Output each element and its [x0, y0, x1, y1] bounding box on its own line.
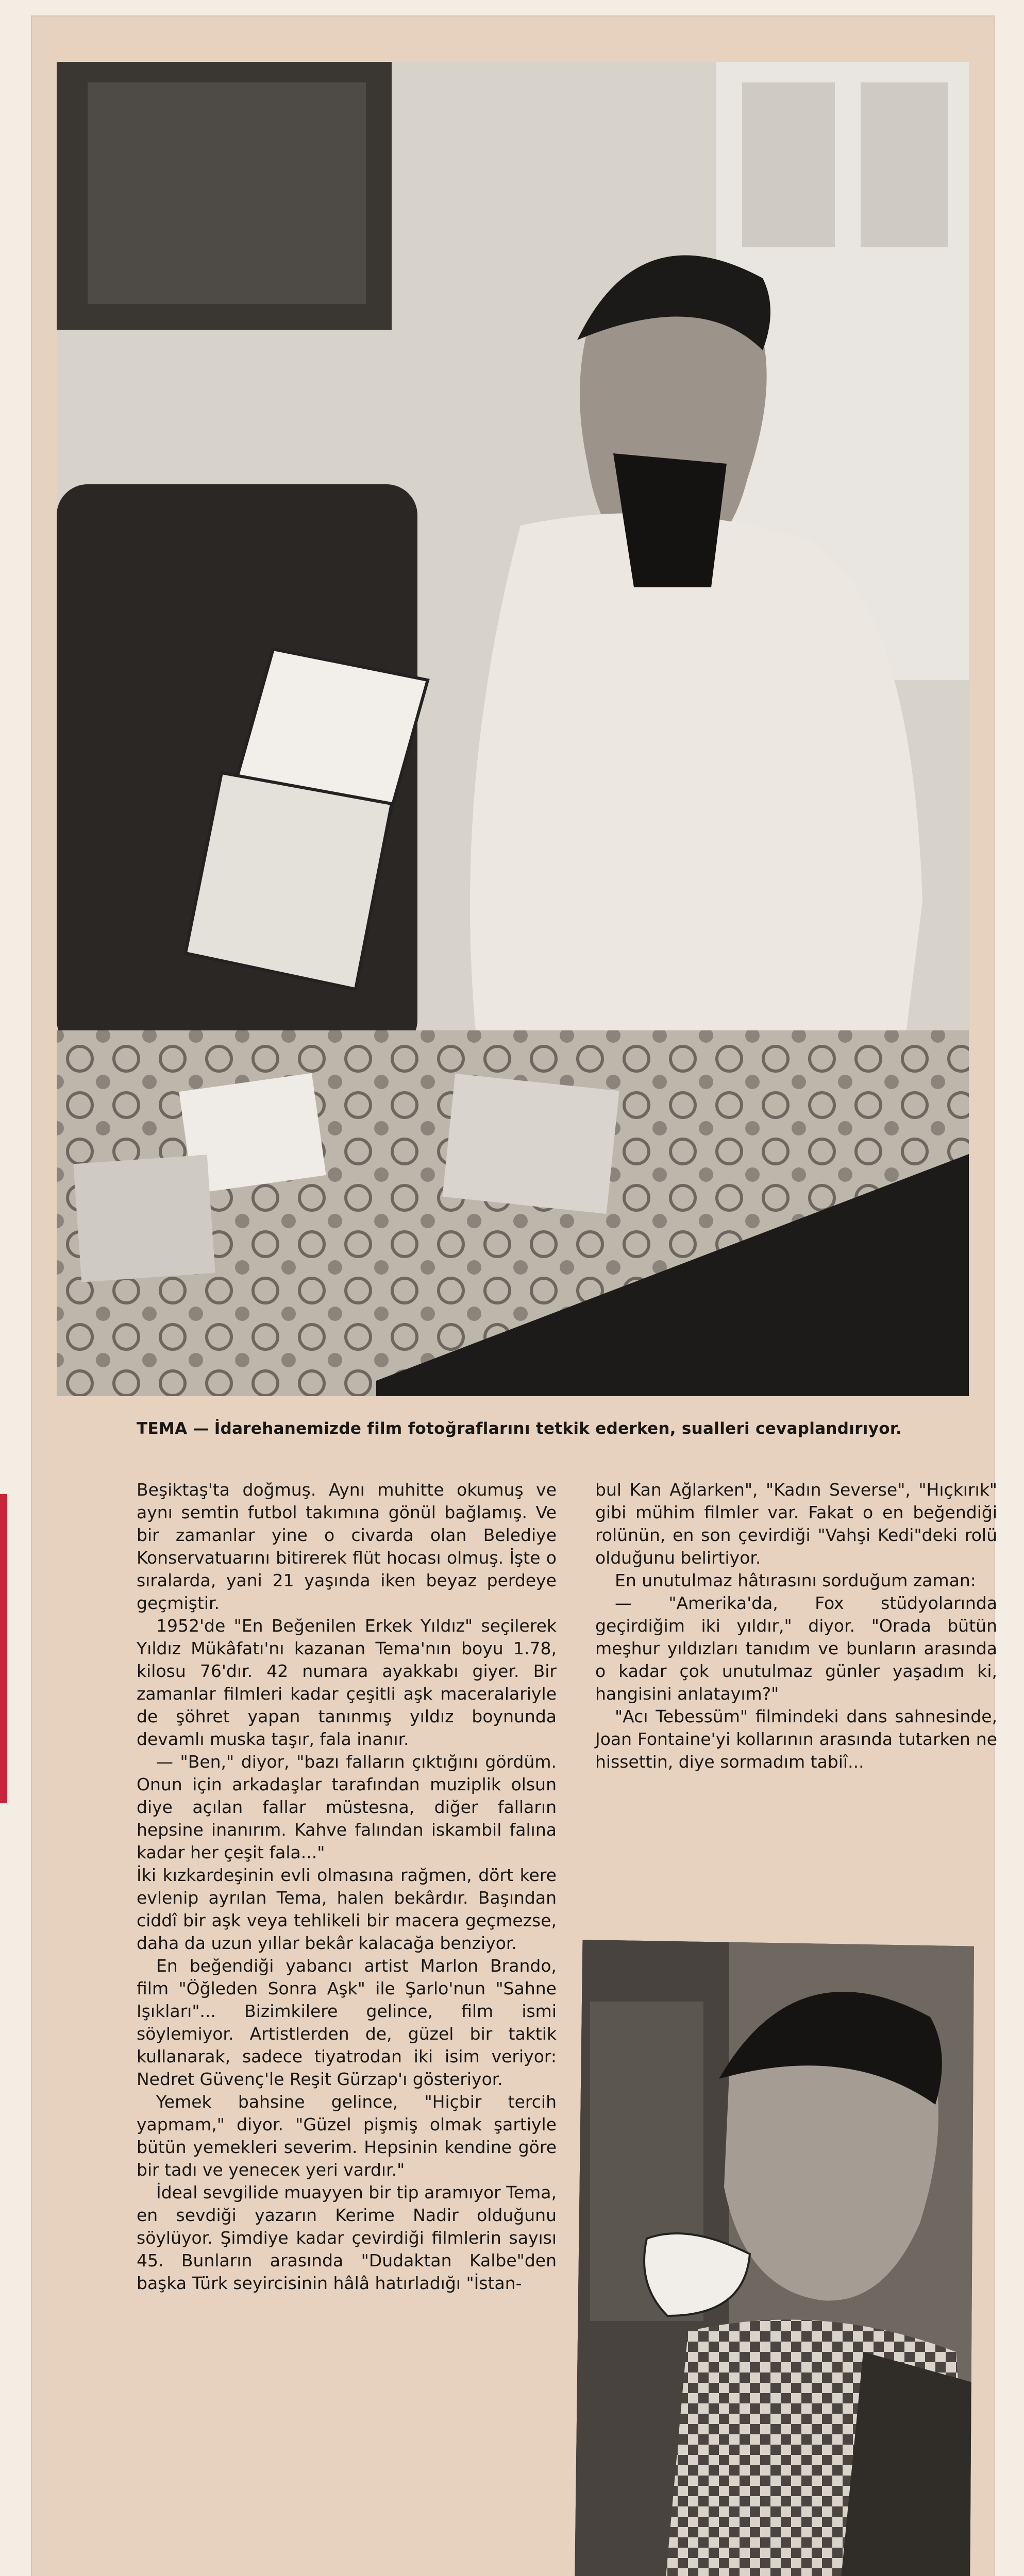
article-right-column — [595, 1479, 997, 1773]
photo-top-image — [57, 62, 969, 1396]
newspaper-clipping — [31, 15, 995, 2576]
caption-text: İdarehanemizde film fotoğraflarını tetkik ederken, sualleri cevaplandırıyor. — [214, 1419, 902, 1438]
photo-bottom-image — [575, 1940, 974, 2576]
article-left-column — [137, 1479, 557, 2295]
paragraph: Yemek bahsine gelince, "Hiçbir tercih yapmam," diyor. "Güzel pişmiş olmak şartiyle bütün yemekleri severim. Hepsinin kendine göre bir tadı ve yeneceк yeri vardır." — [137, 2092, 557, 2180]
paragraph: "Acı Tebessüm" filmindeki dans sahnesinde, Joan Fontaine'yi kollarının arasında tutarken ne hissettin, diye sormadım tabiî... — [595, 1706, 997, 1772]
paragraph: İki kızkardeşinin evli olmasına rağmen, dört kere evlenip ayrılan Tema, halen bekârdır. Başından ciddî bir aşk veya tehlikeli bir macera geçmezse, daha da uzun yıllar bekâr kalacağa benziyor. — [137, 1865, 557, 1953]
red-edge-mark — [0, 1494, 7, 1803]
paragraph: 1952'de "En Beğenilen Erkek Yıldız" seçilerek Yıldız Mükâfatı'nı kazanan Tema'nın boyu 1.78, kilosu 76'dır. 42 numara ayakkabı giyer. Bir zamanlar filmleri kadar çeşitli aşk maceralariyle de şöhret yapan tanınmış yıldız boynunda devamlı muska taşır, fala inanır. — [137, 1616, 557, 1749]
paragraph: — "Amerika'da, Fox stüdyolarında geçirdiğim iki yıldır," diyor. "Orada bütün meşhur yıldızları tanıdım ve bunların arasında o kadar çok unutulmaz günler yaşadım ki, hangisini anlatayım?" — [595, 1593, 997, 1704]
photo-man-with-photographs — [57, 62, 969, 1396]
caption-lead: TEMA — — [137, 1419, 209, 1438]
paragraph: bul Kan Ağlarken", "Kadın Severse", "Hıçkırık" gibi mühim filmler var. Fakat o en beğendiği rolünün, en son çevirdiği "Vahşi Kedi"deki rolü olduğunu belirtiyor. — [595, 1480, 997, 1568]
paragraph: — "Ben," diyor, "bazı falların çıktığını gördüm. Onun için arkadaşlar tarafından muziplik olsun diye açılan fallar müstesna, diğer falların hepsine inanırım. Kahve falından iskambil falına kadar her çeşit fala..." — [137, 1752, 557, 1862]
paragraph: Beşiktaş'ta doğmuş. Aynı muhitte okumuş ve aynı semtin futbol takımına gönül bağlamış. Ve bir zamanlar yine o civarda olan Belediye Konservatuarını bitirerek flüt hocası olmuş. İşte o sıralarda, yani 21 yaşında iken beyaz perdeye geçmiştir. — [137, 1480, 557, 1613]
paragraph: En beğendiği yabancı artist Marlon Brando, film "Öğleden Sonra Aşk" ile Şarlo'nun "Sahne Işıkları"... Bizimkilere gelince, film ismi söylemiyor. Artistlerden de, güzel bir taktik kullanarak, sadece tiyatrodan iki isim veriyor: Nedret Güvenç'le Reşit Gürzap'ı gösteriyor. — [137, 1956, 557, 2089]
paragraph: İdeal sevgilide muayyen bir tip aramıyor Tema, en sevdiği yazarın Kerime Nadir olduğunu söylüyor. Şimdiye kadar çevirdiği filmlerin sayısı 45. Bunların arasında "Dudaktan Kalbe"den başka Türk seyircisinin hâlâ hatırladığı "İstan- — [137, 2182, 557, 2293]
photo-caption — [137, 1419, 997, 1438]
paragraph: En unutulmaz hâtırasını sorduğum zaman: — [615, 1570, 976, 1590]
photo-man-drinking — [575, 1940, 974, 2576]
